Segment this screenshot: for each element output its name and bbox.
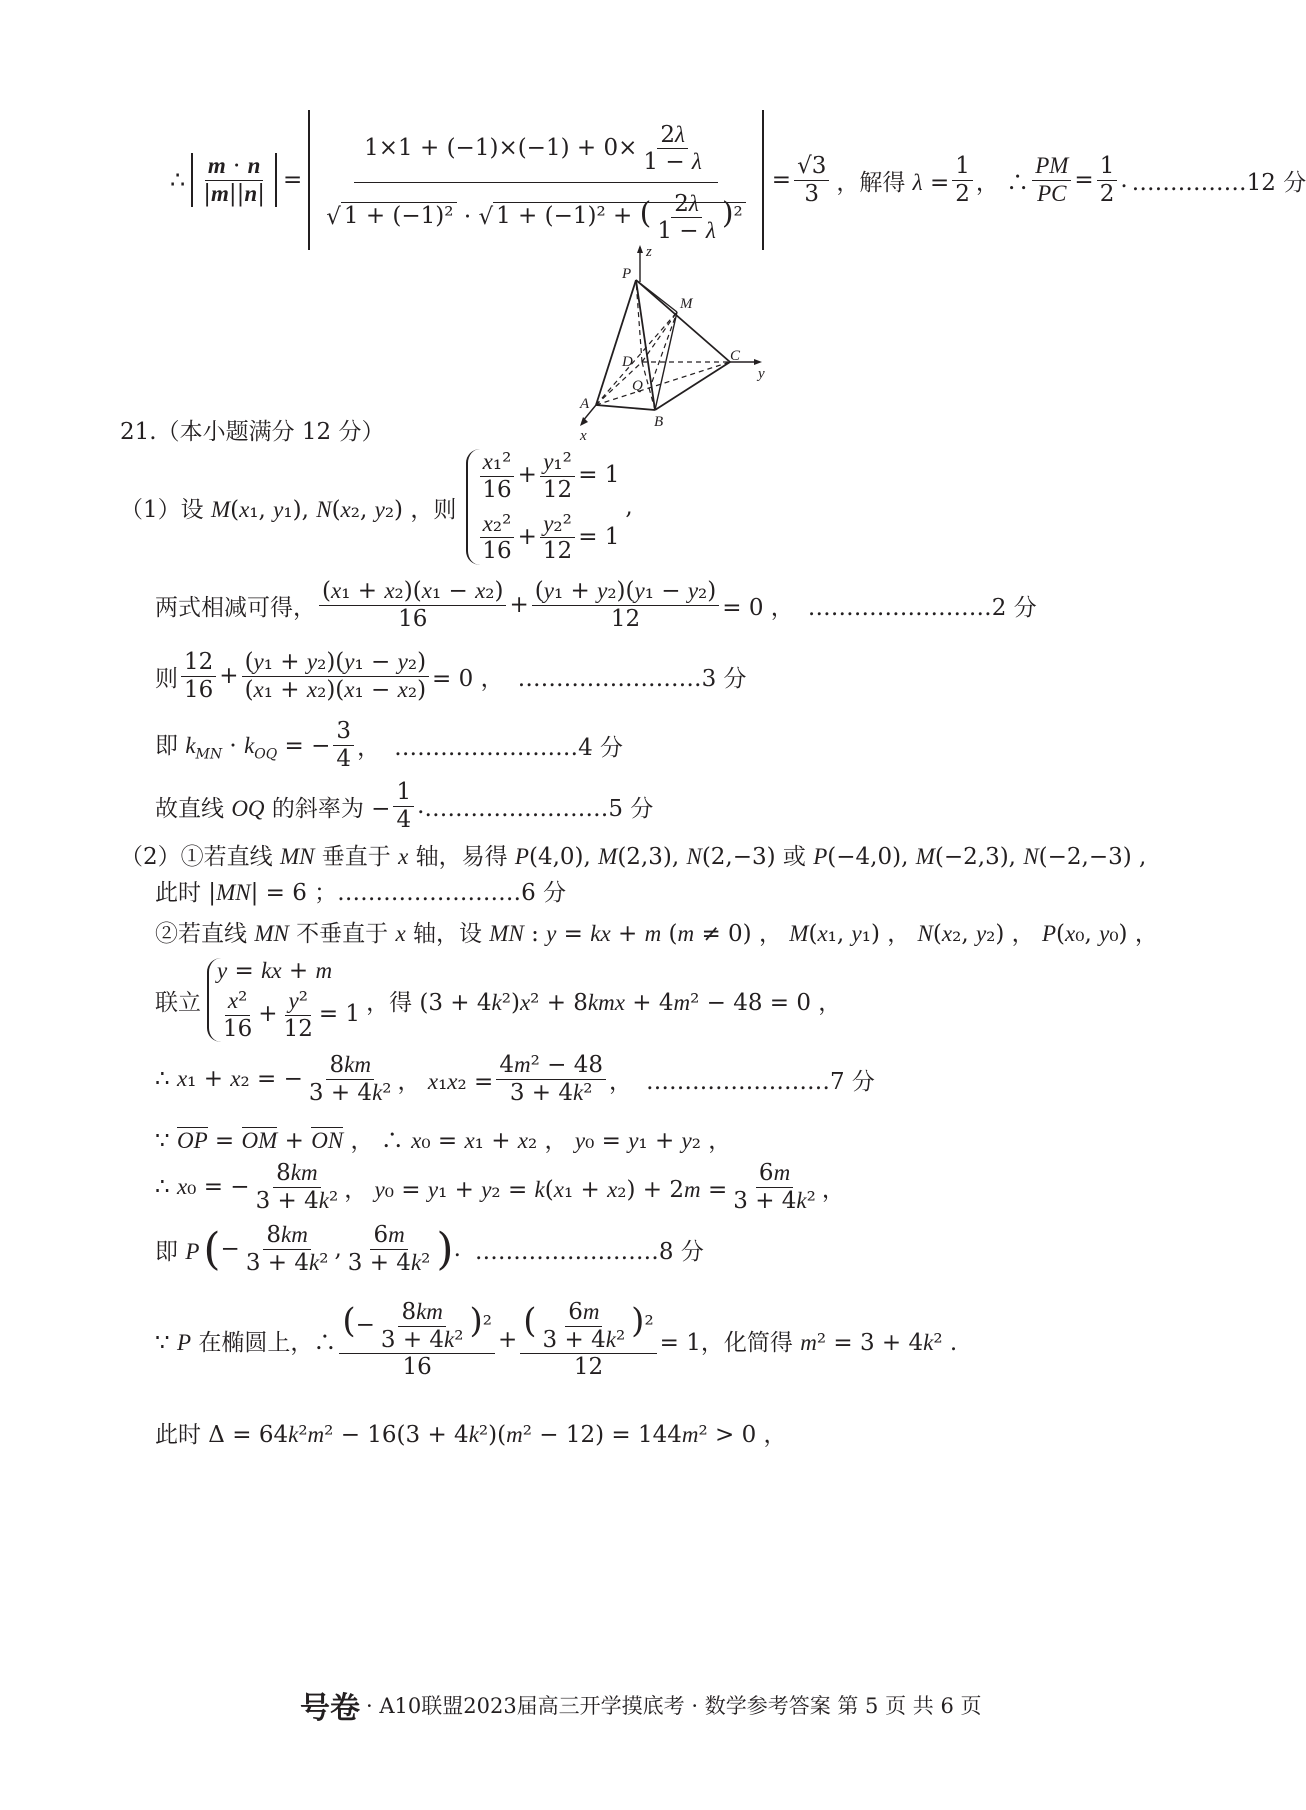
p1-slope-row: 故直线 OQ 的斜率为 − $\frac{1}{4}$ . ……………………5 分: [155, 779, 654, 833]
label-y: y: [758, 366, 765, 382]
p2-x0y0-row: ∴ x₀ = − $\frac{8km}{\text{3 + 4k²}}$ ， y₀ = y₁ + y₂ = k(x₁ + x₂) + 2m = $\frac{6m}{\text{3 + 4k²}}$ ，: [155, 1160, 845, 1214]
p2-join-row: 联立 y = kx + m $\frac{\text{x²}}{16}$ + $\frac{\text{y²}}{12}$ = 1 ，得 (3 + 4k²)x² + 8kmx + 4m² − 48 = 0 ，: [155, 958, 842, 1042]
p1-subtract-label: 两式相减可得，: [155, 594, 316, 621]
score-7: ……………………7 分: [645, 1068, 875, 1095]
page-footer: [300, 1683, 981, 1727]
label-D: D: [622, 354, 633, 370]
p1-k-row: 即 $k_{MN} \cdot k_{OQ}$ = − $\frac{3}{4}$ ， ……………………4 分: [155, 718, 624, 772]
score-12: ……………12 分: [1131, 169, 1306, 196]
p2-ellipse-row: ∵ P 在椭圆上，∴ (− $\frac{8km}{\text{3 + 4k²}}$ )² 16 + ( $\frac{6m}{\text{3 + 4k²}}$ )² 12 = 1，化简得 m² = 3 + 4k² .: [155, 1299, 958, 1381]
label-C: C: [730, 348, 741, 364]
p2-case1-mn-row: 此时 |MN| = 6 ； ……………………6 分: [155, 874, 566, 906]
therefore-symbol: ∴: [170, 166, 186, 194]
pyramid-figure: [580, 242, 800, 442]
score-4: ……………………4 分: [394, 734, 624, 761]
label-Q: Q: [632, 378, 643, 394]
p2-join-label: 联立: [155, 989, 201, 1016]
p2-P-row: 即 P ( − $\frac{8km}{\text{3 + 4k²}}$ , $\frac{6m}{\text{3 + 4k²}}$ ) . ……………………8 分: [155, 1222, 704, 1276]
p2-join-system: y = kx + m $\frac{\text{x²}}{16}$ + $\frac{\text{y²}}{12}$ = 1: [207, 958, 360, 1042]
label-x: x: [580, 428, 587, 444]
label-P: P: [622, 266, 632, 282]
p2-delta-row: 此时 Δ = 64k²m² − 16(3 + 4k²)(m² − 12) = 144m² > 0 ，: [155, 1421, 787, 1448]
p2-vector-row: ∵ OP = OM + ON ， ∴ x₀ = x₁ + x₂ ， y₀ = y₁ + y₂ ，: [155, 1127, 732, 1154]
footer-text: · A10联盟2023届高三开学摸底考 · 数学参考答案 第 5 页 共 6 页: [366, 1694, 982, 1718]
p2-vieta-row: ∴ x₁ + x₂ = − $\frac{8km}{\text{3 + 4k²}}$ ， x₁x₂ = $\frac{\text{4m² − 48}}{\text{3 + 4k²}}$ ， ……………………7 分: [155, 1052, 875, 1106]
p1-then-label: 则: [155, 665, 178, 692]
p1-subtract-row: 两式相减可得， $\frac{\text{(x₁ + x₂)(x₁ − x₂)}}{16}$ + $\frac{\text{(y₁ + y₂)(y₁ − y₂)}}{12}$ = 0 ， ……………………2 分: [155, 578, 1037, 632]
label-B: B: [654, 414, 664, 430]
score-5: ……………………5 分: [424, 795, 654, 822]
label-A: A: [580, 396, 590, 412]
brand-logo: 号卷: [300, 1691, 360, 1726]
q21-header: 21.（本小题满分 12 分）: [120, 419, 385, 445]
p1-intro-row: （1）设 M(x₁, y₁), N(x₂, y₂) ，则 $\frac{\text{x₁²}}{16}$ + $\frac{\text{y₁²}}{12}$ = 1 $\frac{\text{x₂²}}{16}$ + $\frac{\text{y₂²}}{12}$ = 1 ,: [120, 449, 633, 565]
score-8: ……………………8 分: [474, 1238, 704, 1265]
p1-equation-system: $\frac{\text{x₁²}}{16}$ + $\frac{\text{y₁²}}{12}$ = 1 $\frac{\text{x₂²}}{16}$ + $\frac{\text{y₂²}}{12}$ = 1: [466, 449, 619, 565]
top-formula: ∴ $\frac{m \cdot n}{|m||n|}$ = 1×1 + (−1)×(−1) + 0× $\frac{2\lambda}{1 - \lambda}$ √ 1 + (−1)² · √ 1 + (−1)² + ( $\frac{2\lambda}{1 - \lambda}$ )² = $\frac{√3}{3}$ ，解得 λ = $\frac{1}{2}$ ， ∴ $\frac{PM}{PC}$ = $\frac{1}{2}$ . ……………12 分: [170, 105, 1306, 255]
big-absolute-expression: 1×1 + (−1)×(−1) + 0× $\frac{2\lambda}{1 - \lambda}$ √ 1 + (−1)² · √ 1 + (−1)² + ( $\frac{2\lambda}{1 - \lambda}$ )²: [308, 110, 764, 250]
p2-case2-row: ②若直线 MN 不垂直于 x 轴，设 MN : y = kx + m (m ≠ 0) ， M(x₁, y₁) ， N(x₂, y₂) ， P(x₀, y₀) ，: [155, 920, 1158, 947]
score-6: ……………………6 分: [337, 879, 567, 906]
label-M: M: [680, 296, 693, 312]
p1-then-row: 则 $\frac{12}{16}$ + $\frac{\text{(y₁ + y₂)(y₁ − y₂)}}{\text{(x₁ + x₂)(x₁ − x₂)}}$ = 0 ， ……………………3 分: [155, 649, 747, 703]
cosine-abs-fraction: $\frac{m \cdot n}{|m||n|}$: [191, 153, 277, 207]
p2-case1-row: （2）①若直线 MN 垂直于 x 轴，易得 P(4,0), M(2,3), N(2,−3) 或 P(−4,0), M(−2,3), N(−2,−3) ,: [120, 843, 1147, 870]
label-z: z: [646, 244, 652, 260]
score-2: ……………………2 分: [807, 594, 1037, 621]
score-3: ……………………3 分: [517, 665, 747, 692]
